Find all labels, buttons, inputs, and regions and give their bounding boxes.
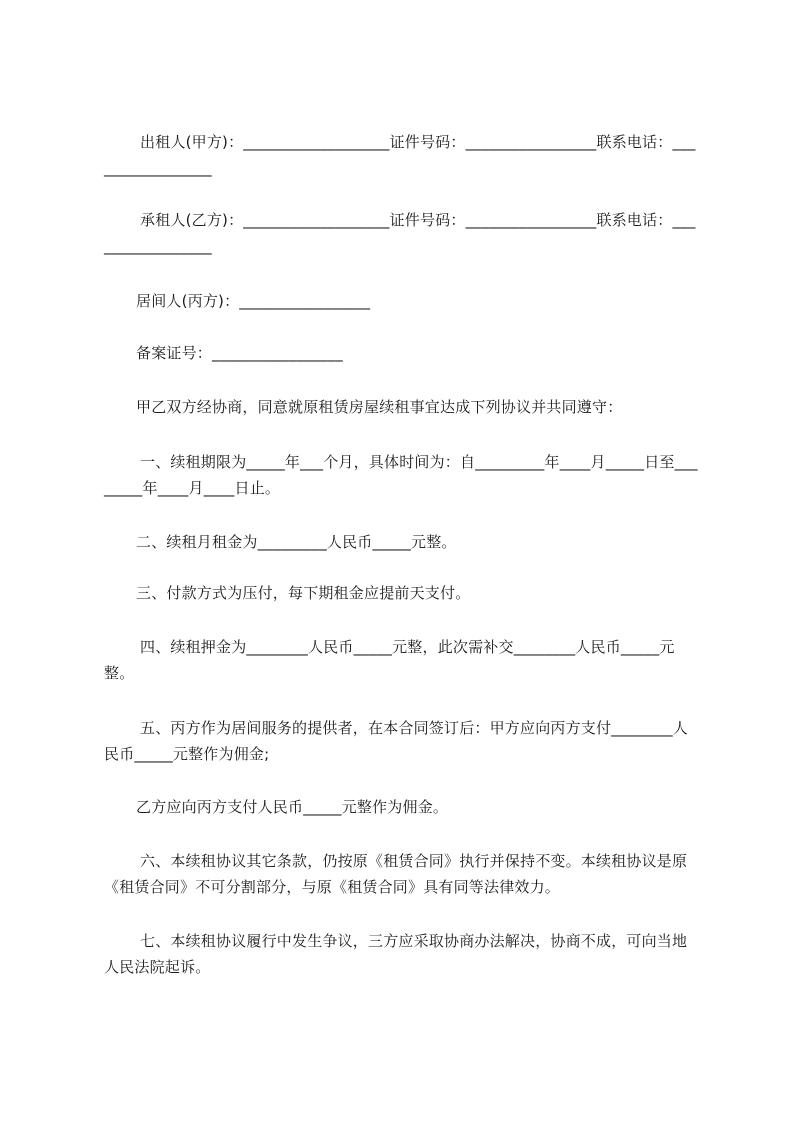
clause-6-other-terms: 六、本续租协议其它条款，仍按原《租赁合同》执行并保持不变。本续租协议是原《租赁合同》不可分割部分，与原《租赁合同》具有同等法律效力。 xyxy=(104,852,688,896)
clause-5-intermediary-fee: 五、丙方作为居间服务的提供者，在本合同签订后：甲方应向丙方支付________人民币_____元整作为佣金; xyxy=(104,719,689,763)
lessee-info-line: 承租人(乙方)：___________________证件号码：_________________联系电话：_________________ xyxy=(104,211,696,255)
lessor-info-line: 出租人(甲方)：___________________证件号码：_________________联系电话：_________________ xyxy=(104,133,696,177)
intermediary-info-line: 居间人(丙方)：_________________ xyxy=(136,292,371,310)
clause-1-renewal-term: 一、续租期限为_____年___个月，具体时间为：自_________年____月_____日至________年____月____日止。 xyxy=(104,453,698,497)
agreement-intro: 甲乙双方经协商，同意就原租赁房屋续租事宜达成下列协议并共同遵守： xyxy=(136,398,623,416)
clause-5-lessee-fee: 乙方应向丙方支付人民币_____元整作为佣金。 xyxy=(136,798,449,816)
filing-number-line: 备案证号：_________________ xyxy=(136,344,343,362)
clause-7-dispute-resolution: 七、本续租协议履行中发生争议，三方应采取协商办法解决，协商不成，可向当地人民法院起诉。 xyxy=(104,932,688,976)
clause-2-monthly-rent: 二、续租月租金为_________人民币_____元整。 xyxy=(136,533,457,551)
clause-4-deposit: 四、续租押金为________人民币_____元整，此次需补交________人民币_____元整。 xyxy=(104,638,675,682)
clause-3-payment-method: 三、付款方式为压付，每下期租金应提前天支付。 xyxy=(136,584,471,602)
